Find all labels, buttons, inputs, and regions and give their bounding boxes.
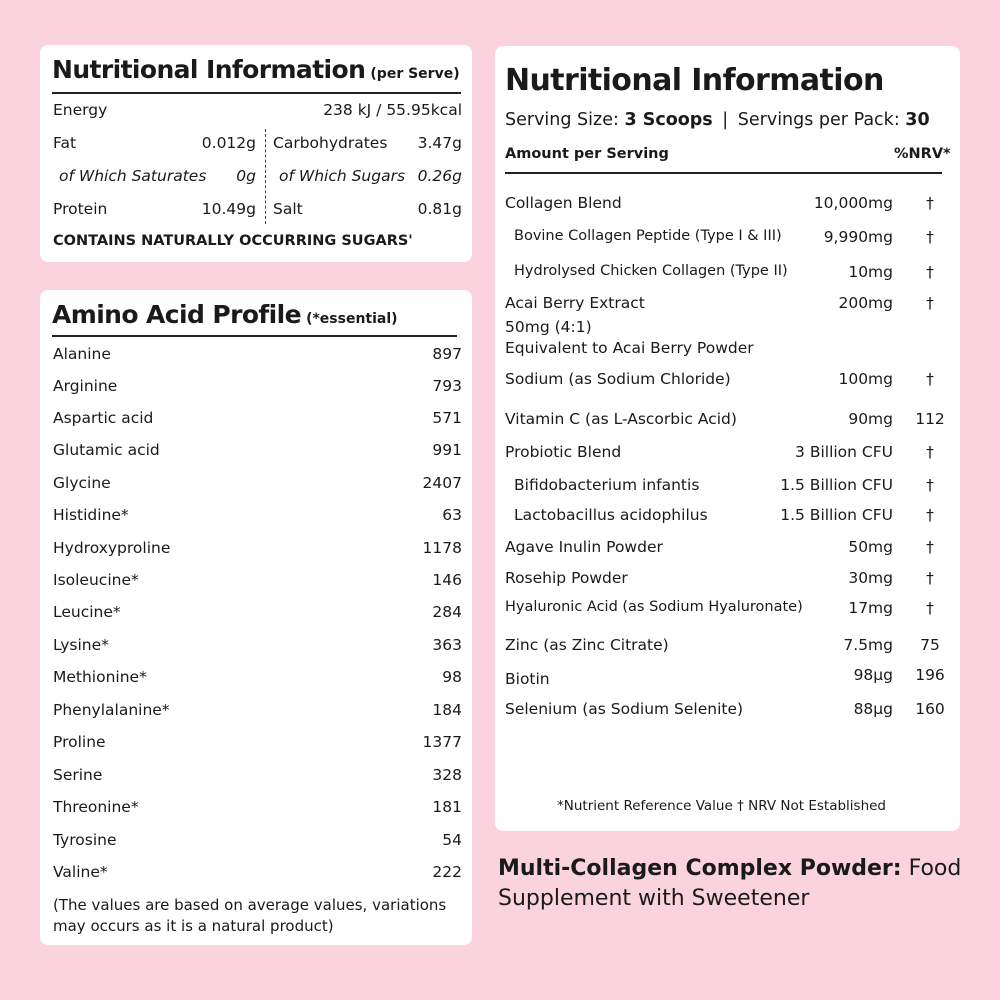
nutrient-nrv: † — [926, 194, 934, 212]
amino-row — [53, 636, 462, 654]
amino-row — [53, 539, 462, 557]
nrv-header: %NRV* — [894, 146, 951, 162]
amino-row — [53, 409, 462, 427]
nutrient-nrv: † — [926, 569, 934, 587]
amino-name: Aspartic acid — [53, 409, 154, 427]
amino-value: 181 — [432, 798, 462, 816]
amino-name: Proline — [53, 733, 106, 751]
nutrient-name: Zinc (as Zinc Citrate) — [505, 636, 669, 654]
saturates-value: 0g — [236, 167, 256, 185]
amino-row — [53, 831, 462, 849]
amino-row — [53, 863, 462, 881]
nutrient-name: Equivalent to Acai Berry Powder — [505, 339, 754, 357]
nutrient-name: Biotin — [505, 670, 550, 688]
energy-value: 238 kJ / 55.95kcal — [323, 101, 462, 119]
amino-value: 991 — [432, 441, 462, 459]
heading-divider — [52, 92, 461, 94]
fat-value: 0.012g — [201, 134, 256, 152]
nutrient-amount: 9,990mg — [823, 228, 893, 246]
nutrient-amount: 10mg — [848, 263, 893, 281]
amino-name: Threonine* — [53, 798, 139, 816]
amino-row — [53, 603, 462, 621]
amino-value: 1178 — [422, 539, 462, 557]
amino-name: Serine — [53, 766, 103, 784]
nutrient-nrv: † — [926, 228, 934, 246]
nutrient-nrv: 196 — [915, 666, 945, 684]
nutrient-name: Agave Inulin Powder — [505, 538, 663, 556]
nutrient-amount: 88µg — [853, 700, 893, 718]
amino-value: 222 — [432, 863, 462, 881]
nutrient-amount: 7.5mg — [843, 636, 893, 654]
amino-value: 897 — [432, 345, 462, 363]
nutrient-amount: 1.5 Billion CFU — [780, 506, 893, 524]
nutrient-name: Hyaluronic Acid (as Sodium Hyaluronate) — [505, 599, 803, 615]
nutrient-name: Rosehip Powder — [505, 569, 628, 587]
amino-footnote-line2: may occurs as it is a natural product) — [53, 917, 334, 935]
product-description — [498, 854, 968, 914]
column-divider — [265, 129, 266, 224]
amino-divider — [52, 335, 457, 337]
salt-label: Salt — [273, 200, 303, 218]
amino-row — [53, 377, 462, 395]
servings-value: 30 — [905, 110, 930, 130]
serving-size-value: 3 Scoops — [624, 110, 713, 130]
nutrient-amount: 100mg — [838, 370, 893, 388]
carbs-label: Carbohydrates — [273, 134, 388, 152]
nutrient-name: Acai Berry Extract — [505, 294, 645, 312]
main-nutrition-card — [495, 46, 960, 831]
amino-row — [53, 474, 462, 492]
nutrient-name: 50mg (4:1) — [505, 318, 592, 336]
nutrient-amount: 17mg — [848, 599, 893, 617]
nutrient-amount: 1.5 Billion CFU — [780, 476, 893, 494]
protein-value: 10.49g — [201, 200, 256, 218]
amino-acid-card — [40, 290, 472, 945]
amino-row — [53, 506, 462, 524]
amino-name: Glutamic acid — [53, 441, 160, 459]
amino-row — [53, 766, 462, 784]
nutrient-name: Hydrolysed Chicken Collagen (Type II) — [514, 263, 788, 279]
amino-name: Methionine* — [53, 668, 147, 686]
nutrient-nrv: 160 — [915, 700, 945, 718]
nutrient-name: Collagen Blend — [505, 194, 622, 212]
nutrient-name: Vitamin C (as L-Ascorbic Acid) — [505, 410, 737, 428]
main-title: Nutritional Information — [505, 63, 884, 98]
amino-name: Arginine — [53, 377, 118, 395]
amino-name: Tyrosine — [53, 831, 117, 849]
serving-divider: | — [722, 110, 729, 130]
amino-name: Lysine* — [53, 636, 109, 654]
amino-footnote-line1: (The values are based on average values, variations — [53, 896, 447, 914]
amino-row — [53, 733, 462, 751]
amino-heading — [52, 300, 398, 329]
amino-value: 793 — [432, 377, 462, 395]
product-name: Multi-Collagen Complex Powder: — [498, 856, 902, 881]
nutrient-nrv: 112 — [915, 410, 945, 428]
nutrition-per-serve-card — [40, 45, 472, 262]
amino-value: 363 — [432, 636, 462, 654]
amino-name: Glycine — [53, 474, 111, 492]
nutrition-per-serve-subtitle: (per Serve) — [370, 66, 460, 82]
nutrient-nrv: † — [926, 538, 934, 556]
nutrient-amount: 10,000mg — [813, 194, 893, 212]
nutrient-nrv: † — [926, 476, 934, 494]
amino-name: Leucine* — [53, 603, 121, 621]
amount-per-serving-header: Amount per Serving — [505, 146, 669, 162]
amino-row — [53, 441, 462, 459]
amino-row — [53, 701, 462, 719]
salt-value: 0.81g — [417, 200, 462, 218]
amino-name: Isoleucine* — [53, 571, 139, 589]
nutrition-per-serve-title: Nutritional Information — [52, 55, 366, 84]
amino-row — [53, 798, 462, 816]
nutrient-nrv: † — [926, 370, 934, 388]
amino-row — [53, 668, 462, 686]
amino-value: 184 — [432, 701, 462, 719]
nutrition-per-serve-heading — [52, 55, 460, 84]
header-divider — [505, 172, 942, 174]
nutrient-amount: 98µg — [853, 666, 893, 684]
amino-name: Hydroxyproline — [53, 539, 171, 557]
amino-row — [53, 345, 462, 363]
protein-label: Protein — [53, 200, 108, 218]
amino-value: 328 — [432, 766, 462, 784]
amino-value: 1377 — [422, 733, 462, 751]
sugars-value: 0.26g — [417, 167, 462, 185]
nutrient-amount: 3 Billion CFU — [795, 443, 893, 461]
nutrient-amount: 30mg — [848, 569, 893, 587]
nutrient-nrv: † — [926, 443, 934, 461]
amino-subtitle: (*essential) — [306, 311, 398, 327]
sugars-note: CONTAINS NATURALLY OCCURRING SUGARS' — [53, 233, 413, 249]
nutrient-nrv: † — [926, 506, 934, 524]
carbs-value: 3.47g — [417, 134, 462, 152]
nutrient-nrv: † — [926, 263, 934, 281]
fat-label: Fat — [53, 134, 77, 152]
amino-value: 2407 — [422, 474, 462, 492]
nrv-footnote: *Nutrient Reference Value † NRV Not Established — [557, 798, 886, 814]
nutrient-nrv: 75 — [920, 636, 940, 654]
amino-name: Valine* — [53, 863, 108, 881]
nutrient-name: Bovine Collagen Peptide (Type I & III) — [514, 228, 782, 244]
nutrient-name: Sodium (as Sodium Chloride) — [505, 370, 731, 388]
amino-value: 284 — [432, 603, 462, 621]
amino-value: 571 — [432, 409, 462, 427]
nutrient-amount: 50mg — [848, 538, 893, 556]
servings-label: Servings per Pack: — [737, 110, 900, 130]
amino-value: 146 — [432, 571, 462, 589]
saturates-label: of Which Saturates — [59, 167, 207, 185]
product-desc: Food Supplement with Sweetener — [498, 856, 962, 911]
nutrient-name: Probiotic Blend — [505, 443, 622, 461]
amino-value: 63 — [442, 506, 462, 524]
sugars-label: of Which Sugars — [279, 167, 406, 185]
serving-size-label: Serving Size: — [505, 110, 619, 130]
nutrient-amount: 90mg — [848, 410, 893, 428]
energy-label: Energy — [53, 101, 108, 119]
nutrient-name: Bifidobacterium infantis — [514, 476, 700, 494]
nutrient-name: Lactobacillus acidophilus — [514, 506, 708, 524]
amino-value: 98 — [442, 668, 462, 686]
serving-info — [505, 110, 930, 130]
amino-name: Histidine* — [53, 506, 129, 524]
amino-title: Amino Acid Profile — [52, 300, 301, 329]
amino-row — [53, 571, 462, 589]
nutrient-nrv: † — [926, 294, 934, 312]
amino-name: Alanine — [53, 345, 111, 363]
nutrient-nrv: † — [926, 599, 934, 617]
nutrient-name: Selenium (as Sodium Selenite) — [505, 700, 744, 718]
nutrient-amount: 200mg — [838, 294, 893, 312]
amino-value: 54 — [442, 831, 462, 849]
amino-name: Phenylalanine* — [53, 701, 170, 719]
